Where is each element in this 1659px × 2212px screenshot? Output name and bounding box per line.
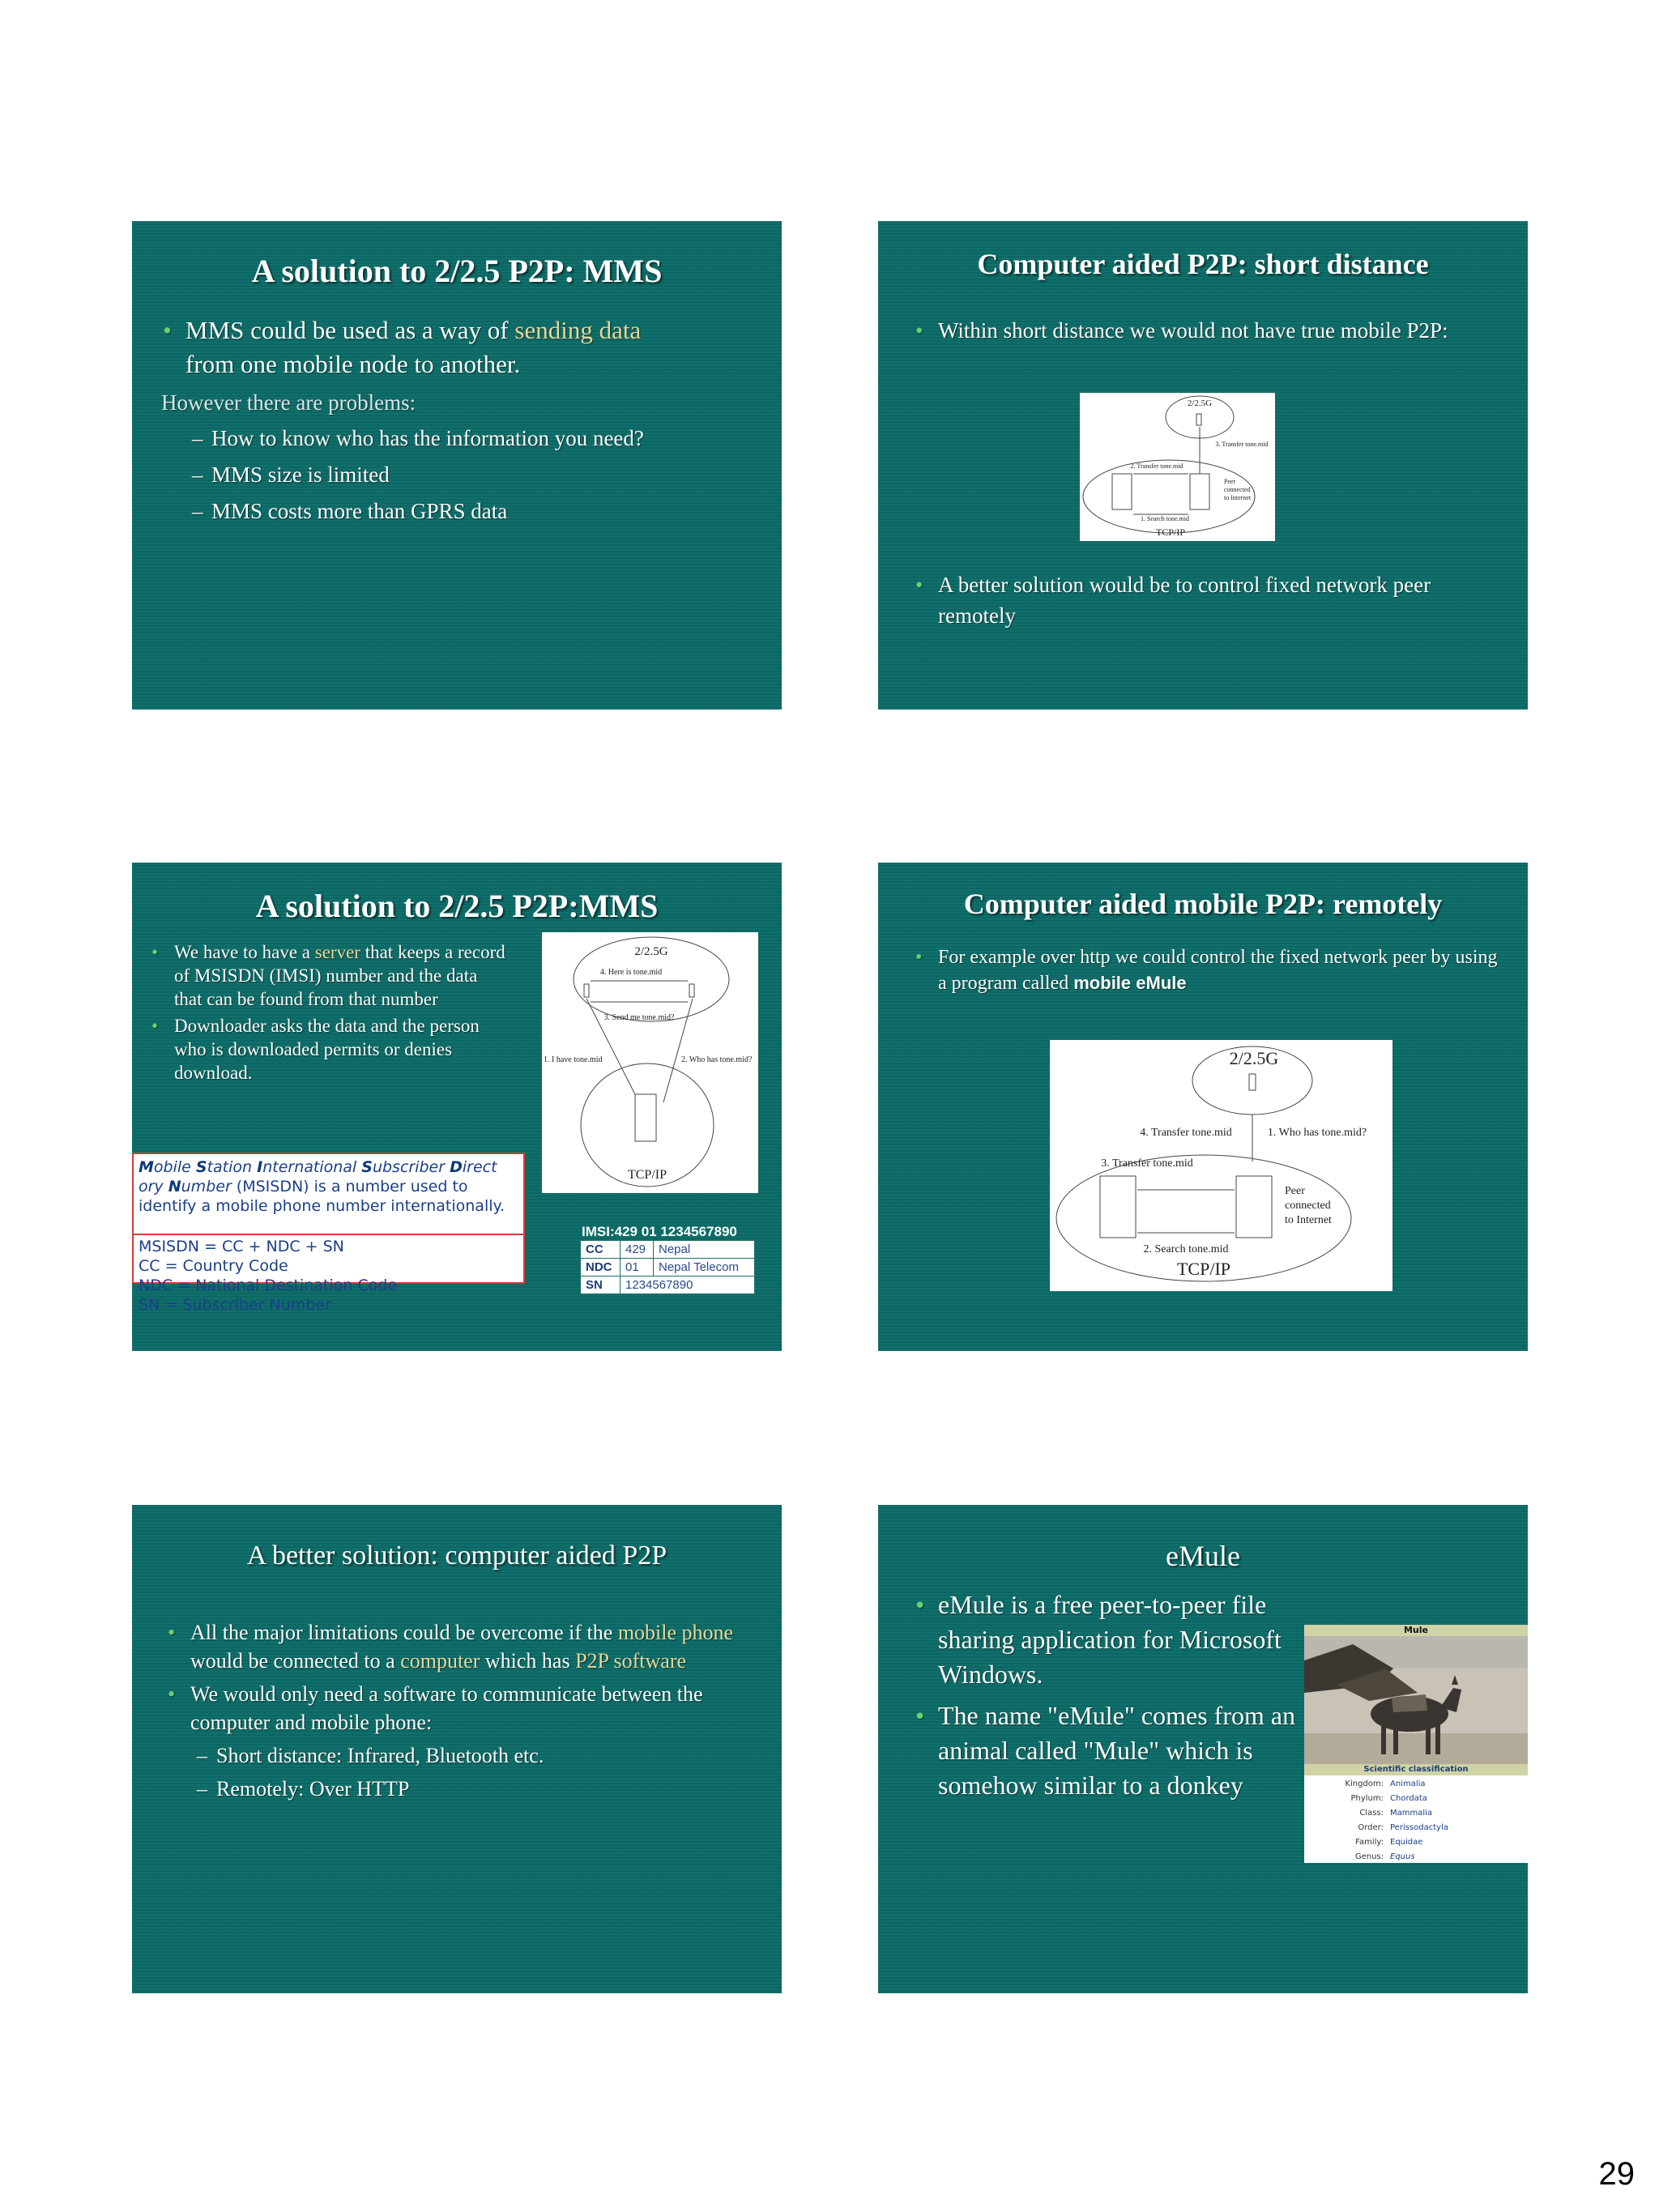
slide-title: Computer aided mobile P2P: remotely [963, 888, 1443, 920]
bullet-dot-icon: • [151, 942, 159, 962]
slide-title: A better solution: computer aided P2P [246, 1541, 667, 1571]
sub-item: – MMS costs more than GPRS data [192, 499, 508, 523]
diagram-label: connected [1224, 486, 1251, 493]
bullet-dot-icon: • [163, 316, 172, 344]
list-item: Kingdom: Animalia [1345, 1779, 1426, 1788]
slide-body [150, 940, 506, 1085]
list-item: Order: Perissodactyla [1358, 1823, 1448, 1832]
page-number: 29 [1598, 2156, 1635, 2192]
bullet: • For example over http we could control the fixed network peer by using a program called mobile eMule [915, 947, 1498, 994]
diagram-label: TCP/IP [1176, 1259, 1231, 1279]
diagram-label: 4. Transfer tone.mid [1140, 1127, 1232, 1139]
slide-mms-server [132, 863, 782, 1351]
sub-item: – Short distance: Infrared, Bluetooth etc. [197, 1744, 544, 1767]
table-row: SN 1234567890 [581, 1276, 755, 1294]
sub-item: – Remotely: Over HTTP [197, 1777, 410, 1801]
table-row: CC 429 Nepal [581, 1241, 755, 1259]
bullet: • A better solution would be to control fixed network peer remotely [914, 569, 1497, 631]
imsi-table [580, 1240, 755, 1294]
bullet-dot-icon: • [151, 1016, 159, 1036]
sub-item: – MMS size is limited [192, 462, 390, 487]
diagram-label: to Internet [1224, 494, 1252, 501]
msisdn-definition-box [132, 1153, 525, 1314]
diagram-label: 2/2.5G [1187, 399, 1213, 408]
diagram-label: connected [1285, 1200, 1331, 1212]
bullet-dot-icon: • [915, 1701, 925, 1730]
diagram-label: Peer [1224, 478, 1236, 485]
slide-body [914, 1588, 1299, 1803]
short-distance-diagram [1080, 393, 1275, 541]
diagram-label: 1. Search tone.mid [1141, 515, 1189, 522]
bullet: • MMS could be used as a way of sending data from one mobile node to another. [161, 313, 744, 381]
sub-item: – How to know who has the information you need? [192, 426, 644, 450]
diagram-label: 3. Transfer tone.mid [1101, 1157, 1193, 1170]
msisdn-formula: MSISDN = CC + NDC + SN CC = Country Code NDC = National Destination Code SN = Subscriber Number [139, 1238, 398, 1314]
list-item: Genus: Equus [1354, 1852, 1415, 1861]
msisdn-definition: Mobile Station International Subscriber Direct ory Number (MSISDN) is a number used to identify a mobile phone number internationally. [134, 1154, 523, 1235]
bullet: • All the major limitations could be overcome if the mobile phone would be connected to a computer which has P2P software [166, 1618, 749, 1675]
diagram-label: TCP/IP [627, 1168, 667, 1182]
diagram-label: 1. I have tone.mid [544, 1055, 603, 1064]
infobox-header: Mule [1304, 1625, 1528, 1636]
diagram-label: to Internet [1285, 1214, 1332, 1226]
slide-short-distance [878, 221, 1528, 710]
bullet-dot-icon: • [168, 1621, 176, 1644]
bullet: • The name "eMule" comes from an animal called "Mule" which is somehow similar to a donkey [914, 1698, 1299, 1803]
list-item: Family: Equidae [1355, 1838, 1423, 1847]
bullet: • Within short distance we would not have true mobile P2P: [914, 315, 1497, 346]
bullet: • We would only need a software to communicate between the computer and mobile phone: [166, 1680, 749, 1737]
list-item: Phylum: Chordata [1350, 1794, 1427, 1803]
table-row: NDC 01 Nepal Telecom [581, 1259, 755, 1276]
diagram-label: 2. Who has tone.mid? [681, 1055, 753, 1064]
bullet-dot-icon: • [915, 947, 923, 968]
slide-emule [878, 1505, 1528, 1993]
mule-photo [1304, 1636, 1528, 1764]
mms-server-diagram [542, 932, 758, 1193]
list-item: Class: Mammalia [1359, 1809, 1433, 1818]
bullet: • We have to have a server that keeps a record of MSISDN (IMSI) number and the data that can be found from that number [151, 942, 505, 1009]
slide-remotely [878, 863, 1528, 1351]
diagram-label: 3. Send me tone.mid? [603, 1013, 675, 1022]
slide-title: Computer aided P2P: short distance [977, 248, 1429, 280]
slide-title: eMule [1166, 1540, 1240, 1572]
mule-infobox [1304, 1625, 1528, 1863]
remote-diagram [1050, 1040, 1392, 1291]
diagram-label: 2/2.5G [634, 945, 668, 958]
bullet: • Downloader asks the data and the person who is downloaded permits or denies download. [151, 1016, 480, 1083]
infobox-section: Scientific classification [1304, 1764, 1528, 1775]
slide-body [161, 313, 744, 530]
slide-title: A solution to 2/2.5 P2P: MMS [251, 253, 663, 289]
classification-list [1304, 1775, 1528, 1866]
diagram-label: 2. Transfer tone.mid [1130, 462, 1183, 470]
subheading: However there are problems: [161, 390, 416, 415]
bullet-dot-icon: • [915, 573, 923, 597]
bullet-dot-icon: • [168, 1682, 176, 1706]
diagram-label: 3. Transfer tone.mid [1215, 441, 1269, 448]
diagram-label: 2/2.5G [1229, 1048, 1279, 1068]
bullet-dot-icon: • [915, 318, 923, 343]
diagram-label: TCP/IP [1155, 526, 1186, 538]
slide-body [166, 1618, 749, 1803]
bullet-dot-icon: • [915, 1590, 925, 1619]
bullet: • eMule is a free peer-to-peer file sharing application for Microsoft Windows. [914, 1588, 1299, 1692]
imsi-header: IMSI:429 01 1234567890 [582, 1224, 737, 1239]
slide-mms-solution [132, 221, 782, 710]
slide-better-solution [132, 1505, 782, 1993]
diagram-label: 1. Who has tone.mid? [1267, 1127, 1367, 1139]
diagram-label: 4. Here is tone.mid [599, 968, 663, 977]
slide-title: A solution to 2/2.5 P2P:MMS [255, 888, 659, 924]
diagram-label: 2. Search tone.mid [1143, 1243, 1229, 1255]
diagram-label: Peer [1285, 1185, 1305, 1197]
